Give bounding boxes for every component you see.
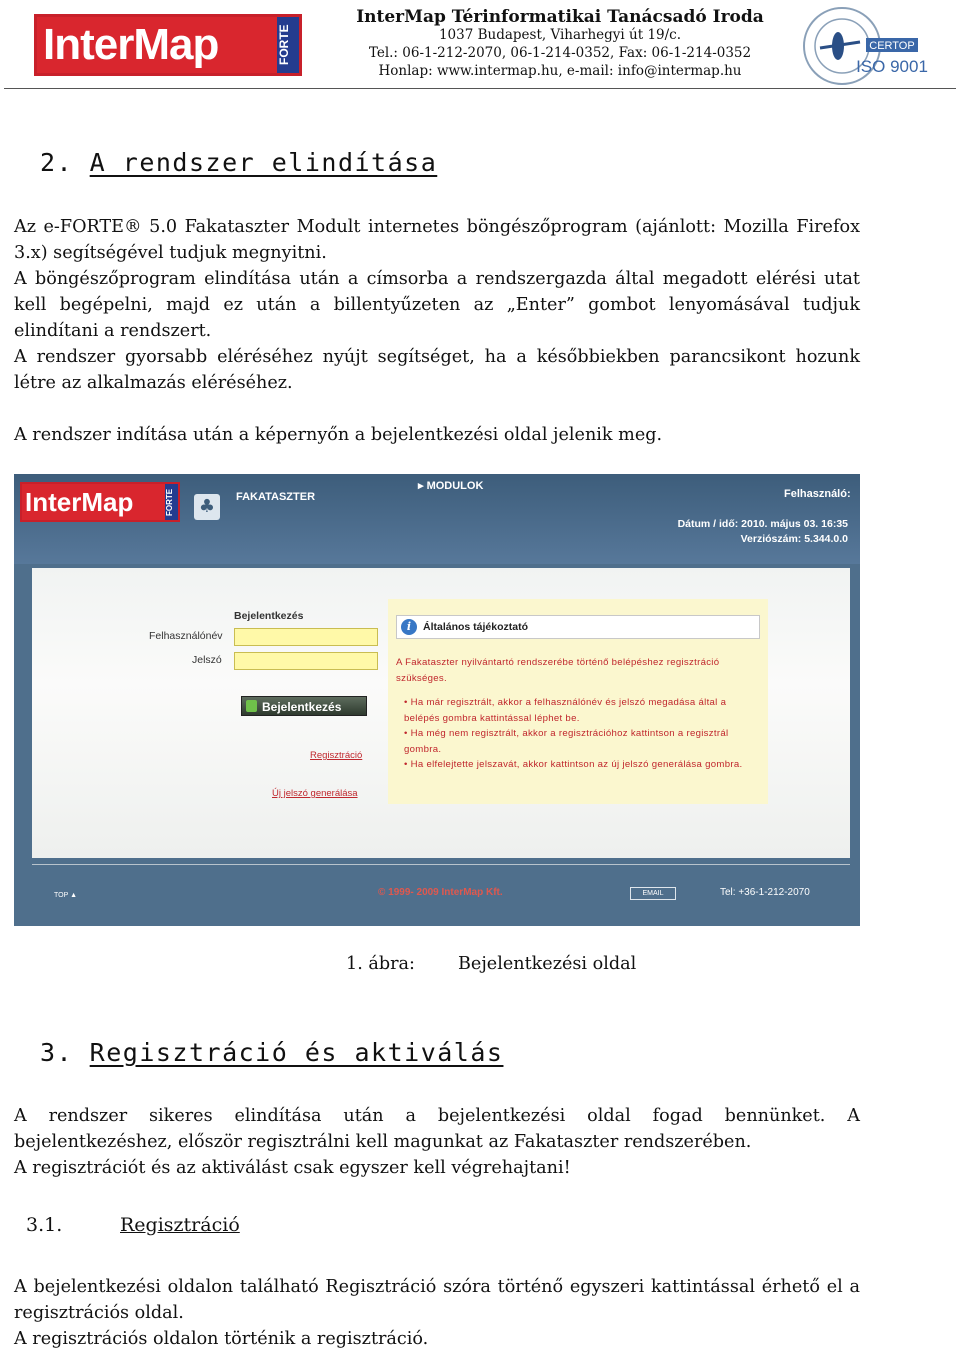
info-box-header [396,615,760,639]
copyright: © 1999- 2009 InterMap Kft. [378,887,503,898]
tree-icon: ♣ [194,494,220,520]
iso-certificate-seal [800,4,928,88]
section-2-number: 2. [40,148,74,177]
password-label: Jelszó [192,654,222,666]
info-icon: i [401,619,417,635]
section-3-title: Regisztráció és aktiválás [89,1038,504,1067]
company-phone: Tel.: 06-1-212-2070, 06-1-214-0352, Fax: 06-1-214-0352 [368,45,752,61]
login-button[interactable] [241,696,367,716]
section-2-heading [40,148,437,177]
screenshot-logo-badge: FORTE [165,484,178,520]
paragraph: A rendszer gyorsabb eléréséhez nyújt segítséget, ha a későbbiekben parancsikont hozunk létre az alkalmazás eléréséhez. [14,347,860,393]
section-3-1-body [14,1274,860,1352]
username-input[interactable] [234,628,378,646]
password-input[interactable] [234,652,378,670]
company-address: 1037 Budapest, Viharhegyi út 19/c. [438,27,682,43]
paragraph: A regisztrációs oldalon történik a regisztráció. [14,1329,429,1349]
company-name: InterMap Térinformatikai Tanácsadó Iroda [356,7,764,27]
section-2-intro: A rendszer indítása után a képernyőn a bejelentkezési oldal jelenik meg. [14,425,663,445]
paragraph: A böngészőprogram elindítása után a címsorba a rendszergazda által megadott elérési utat kell begépelni, majd ez után a billentyűzeten az „Enter” gombot lenyomásával tudjuk elindítani a rendszert. [14,269,860,341]
modules-menu[interactable]: ▸ MODULOK [418,480,484,492]
email-button[interactable]: EMAIL [630,887,676,900]
login-title: Bejelentkezés [234,610,304,622]
section-2-title: A rendszer elindítása [89,148,438,177]
info-intro: A Fakataszter nyilvántartó rendszerébe történő belépéshez regisztráció szükséges. [396,657,720,684]
screenshot-header [14,474,860,564]
info-bullets [404,695,752,773]
top-link[interactable]: TOP ▲ [54,892,78,899]
section-3-heading [40,1038,503,1067]
version-number: Verziószám: 5.344.0.0 [740,533,848,545]
intermap-logo [34,14,302,76]
register-link[interactable]: Regisztráció [310,750,363,761]
module-name: FAKATASZTER [236,491,316,503]
info-box-title: Általános tájékoztató [423,621,529,633]
footer-phone: Tel: +36-1-212-2070 [720,887,810,898]
info-bullet: • Ha még nem regisztrált, akkor a regisztrációhoz kattintson a regisztrál gombra. [404,728,729,755]
figure-label: 1. ábra: [346,954,415,974]
screenshot-logo [20,482,180,522]
paragraph: A regisztrációt és az aktiválást csak egyszer kell végrehajtani! [14,1158,571,1178]
cert-top-text: CERTOP [869,40,915,52]
info-bullet: • Ha már regisztrált, akkor a felhasználónév és jelszó megadása által a belépés gombra kattintással léphet be. [404,697,727,724]
footer-divider [32,864,850,865]
section-3-body [14,1103,860,1181]
date-time: Dátum / idő: 2010. május 03. 16:35 [677,518,848,530]
username-label: Felhasználónév [149,630,223,642]
login-button-label: Bejelentkezés [262,700,342,714]
header-rule [4,88,956,89]
logo-forte-badge: FORTE [277,17,299,73]
section-2-body [14,214,860,396]
letterhead-info [330,8,790,80]
cert-iso-text: ISO 9001 [856,57,928,76]
screenshot-logo-text: InterMap [22,484,165,520]
info-box [388,599,768,804]
logo-text: InterMap [37,17,277,73]
paragraph: Az e-FORTE® 5.0 Fakataszter Modult internetes böngészőprogram (ajánlott: Mozilla Firefox 3.x) segítségével tudjuk megnyitni. [14,217,860,263]
new-password-link[interactable]: Új jelszó generálása [272,788,358,799]
section-3-1-number: 3.1. [26,1214,63,1236]
modules-menu-label: MODULOK [426,480,484,492]
lock-icon [246,700,257,712]
company-web: Honlap: www.intermap.hu, e-mail: info@intermap.hu [378,63,742,79]
figure-title: Bejelentkezési oldal [458,954,637,974]
info-bullet: • Ha elfelejtette jelszavát, akkor kattintson az új jelszó generálása gombra. [404,759,743,770]
section-3-1-title: Regisztráció [120,1214,240,1236]
paragraph: A bejelentkezési oldalon található Regisztráció szóra történő egyszeri kattintással érhető el a regisztrációs oldal. [14,1277,860,1323]
login-page-screenshot [14,474,860,926]
user-label: Felhasználó: [784,488,851,500]
section-3-number: 3. [40,1038,74,1067]
paragraph: A rendszer sikeres elindítása után a bejelentkezési oldal fogad bennünket. A bejelentkezéshez, először regisztrálni kell magunkat az Fakataszter rendszerében. [14,1106,860,1152]
